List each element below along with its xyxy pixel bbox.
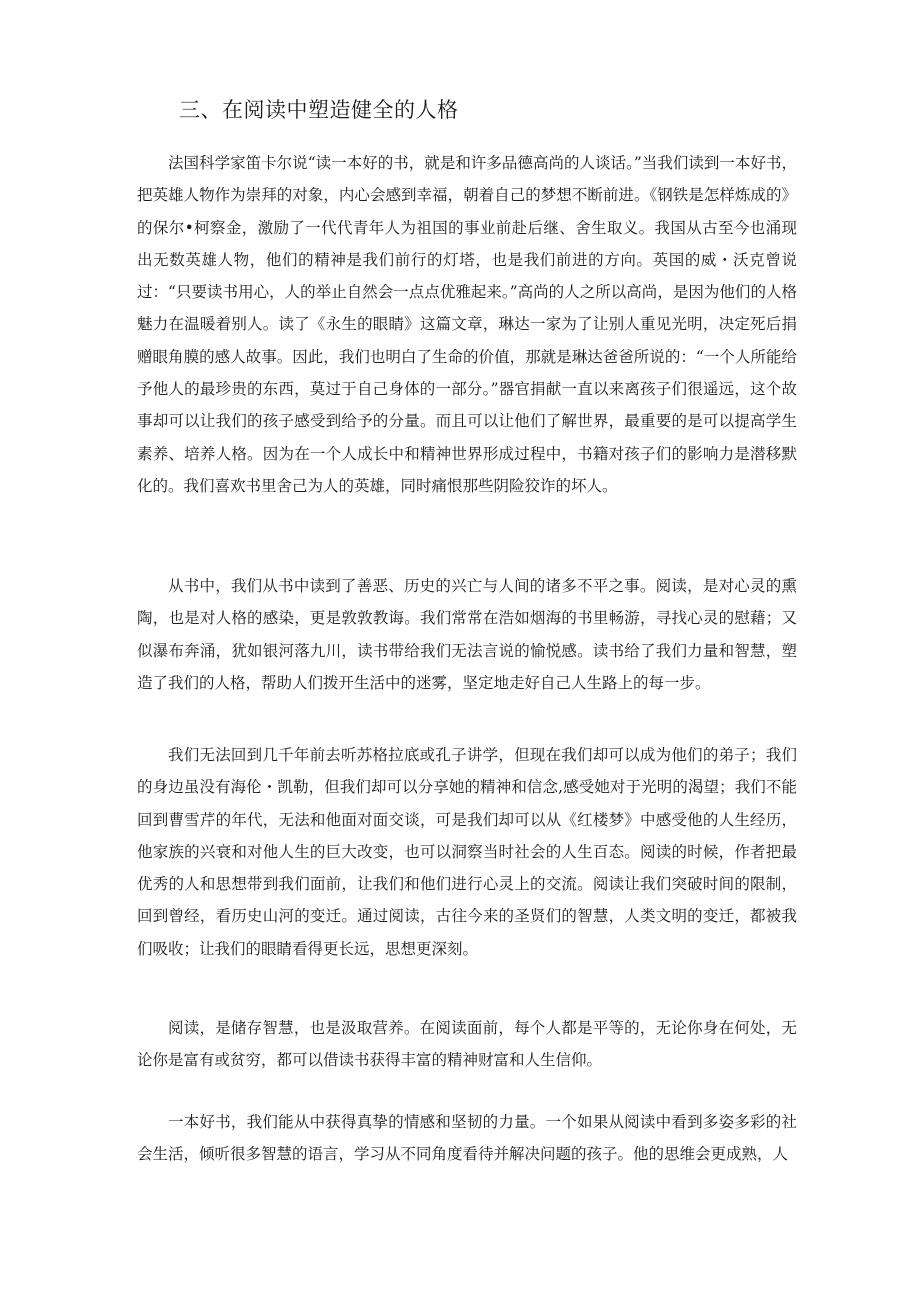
paragraph-5: 一本好书，我们能从中获得真挚的情感和坚韧的力量。一个如果从阅读中看到多姿多彩的社会生活，倾听很多智慧的语言，学习从不同角度看待并解决问题的孩子。他的思维会更成熟，人 bbox=[137, 1113, 797, 1164]
paragraph-3: 我们无法回到几千年前去听苏格拉底或孔子讲学，但现在我们却可以成为他们的弟子；我们的身边虽没有海伦・凯勒，但我们却可以分享她的精神和信念,感受她对于光明的渴望；我们不能回到曹雪芹的年代，无法和他面对面交谈，可是我们却可以从《红楼梦》中感受他的人生经历，他家族的兴衰和对他人生的巨大改变，也可以洞察当时社会的人生百态。阅读的时候，作者把最优秀的人和思想带到我们面前，让我们和他们进行心灵上的交流。阅读让我们突破时间的限制，回到曾经，看历史山河的变迁。通过阅读，古往今来的圣贤们的智慧，人类文明的变迁，都被我们吸收；让我们的眼睛看得更长远，思想更深刻。 bbox=[137, 746, 797, 958]
paragraph-4: 阅读，是储存智慧，也是汲取营养。在阅读面前，每个人都是平等的，无论你身在何处，无论你是富有或贫穷，都可以借读书获得丰富的精神财富和人生信仰。 bbox=[137, 1019, 797, 1070]
paragraph-1: 法国科学家笛卡尔说“读一本好的书，就是和许多品德高尚的人谈话。”当我们读到一本好书，把英雄人物作为崇拜的对象，内心会感到幸福，朝着自己的梦想不断前进。《钢铁是怎样炼成的》的保尔•柯察金，激励了一代代青年人为祖国的事业前赴后继、舍生取义。我国从古至今也涌现出无数英雄人物，他们的精神是我们前行的灯塔，也是我们前进的方向。英国的威・沃克曾说过：“只要读书用心，人的举止自然会一点点优雅起来。”高尚的人之所以高尚，是因为他们的人格魅力在温暖着别人。读了《永生的眼睛》这篇文章，琳达一家为了让别人重见光明，决定死后捐赠眼角膜的感人故事。因此，我们也明白了生命的价值，那就是琳达爸爸所说的：“一个人所能给予他人的最珍贵的东西，莫过于自己身体的一部分。”器官捐献一直以来离孩子们很遥远，这个故事却可以让我们的孩子感受到给予的分量。而且可以让他们了解世界，最重要的是可以提高学生素养、培养人格。因为在一个人成长中和精神世界形成过程中，书籍对孩子们的影响力是潜移默化的。我们喜欢书里舍己为人的英雄，同时痛恨那些阴险狡诈的坏人。 bbox=[137, 154, 797, 495]
paragraph-2: 从书中，我们从书中读到了善恶、历史的兴亡与人间的诸多不平之事。阅读，是对心灵的熏陶，也是对人格的感染，更是敦敦教诲。我们常常在浩如烟海的书里畅游，寻找心灵的慰藉；又似瀑布奔涌，犹如银河落九川，读书带给我们无法言说的愉悦感。读书给了我们力量和智慧，塑造了我们的人格，帮助人们拨开生活中的迷雾，坚定地走好自己人生路上的每一步。 bbox=[137, 577, 797, 692]
section-heading: 三、在阅读中塑造健全的人格 bbox=[179, 98, 459, 122]
